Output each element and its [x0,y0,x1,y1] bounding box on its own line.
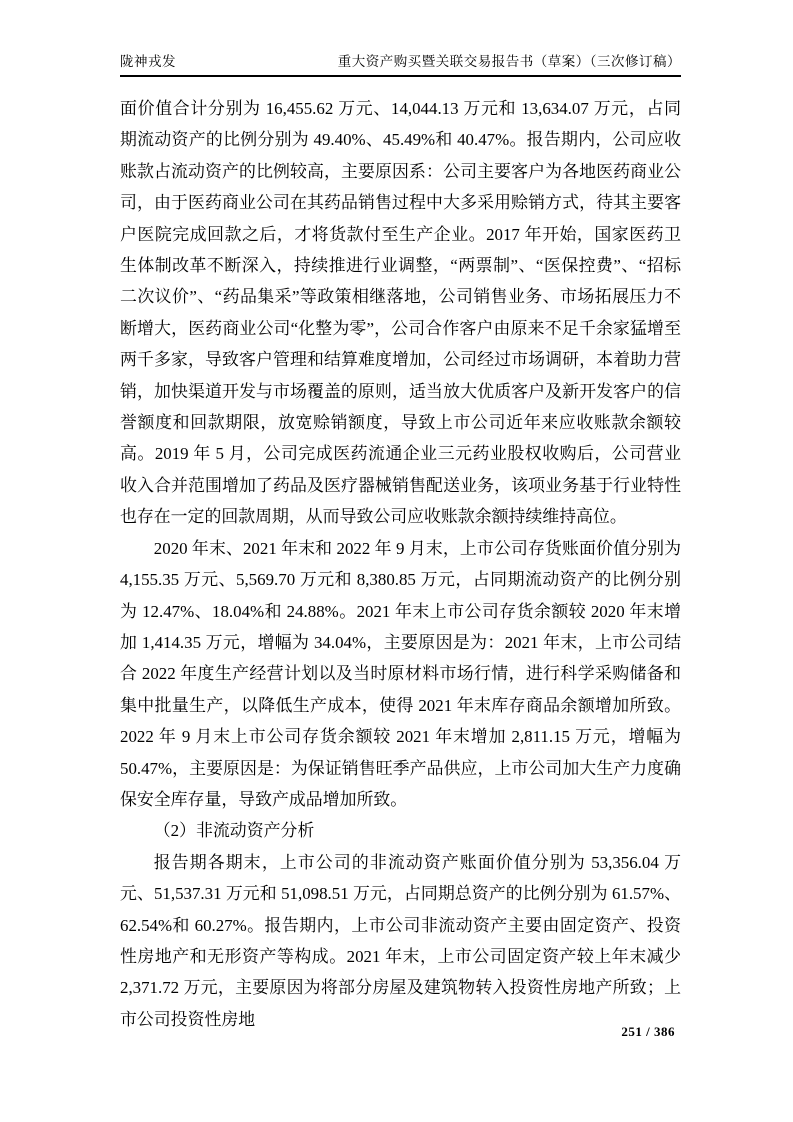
header-company-name: 陇神戎发 [120,54,176,69]
paragraph-inventory: 2020 年末、2021 年末和 2022 年 9 月末，上市公司存货账面价值分别为 4,155.35 万元、5,569.70 万元和 8,380.85 万元，占同期流动资产的比例分别为 12.47%、18.04%和 24.88%。2021 年末上市公司存货余额较 2020 年末增加 1,414.35 万元，增幅为 34.04%，主要原因是为：2021 年末，上市公司结合 2022 年度生产经营计划以及当时原材料市场行情，进行科学采购储备和集中批量生产，以降低生产成本，使得 2021 年末库存商品余额增加所致。2022 年 9 月末上市公司存货余额较 2021 年末增加 2,811.15 万元，增幅为 50.47%，主要原因是：为保证销售旺季产品供应，上市公司加大生产力度确保安全库存量，导致产成品增加所致。 [120,538,681,809]
page-number: 251 / 386 [621,1024,675,1039]
page-header [120,50,681,77]
paragraph-noncurrent-assets: 报告期各期末，上市公司的非流动资产账面价值分别为 53,356.04 万元、51,537.31 万元和 51,098.51 万元，占同期总资产的比例分别为 61.57%、62.54%和 60.27%。报告期内，上市公司非流动资产主要由固定资产、投资性房地产和无形资产等构成。2021 年末，上市公司固定资产较上年末减少 2,371.72 万元，主要原因为将部分房屋及建筑物转入投资性房地产所致；上市公司投资性房地 [120,852,681,1029]
header-report-title: 重大资产购买暨关联交易报告书（草案）（三次修订稿） [337,54,681,69]
section-heading-noncurrent-assets: （2）非流动资产分析 [153,821,315,841]
document-body [120,93,681,1035]
paragraph-accounts-receivable: 面价值合计分别为 16,455.62 万元、14,044.13 万元和 13,634.07 万元，占同期流动资产的比例分别为 49.40%、45.49%和 40.47%。报告期内，公司应收账款占流动资产的比例较高，主要原因系：公司主要客户为各地医药商业公司，由于医药商业公司在其药品销售过程中大多采用赊销方式，待其主要客户医院完成回款之后，才将货款付至生产企业。2017 年开始，国家医药卫生体制改革不断深入，持续推进行业调整，“两票制”、“医保控费”、“招标二次议价”、“药品集采”等政策相继落地，公司销售业务、市场拓展压力不断增大，医药商业公司“化整为零”，公司合作客户由原来不足千余家猛增至两千多家，导致客户管理和结算难度增加，公司经过市场调研，本着助力营销，加快渠道开发与市场覆盖的原则，适当放大优质客户及新开发客户的信誉额度和回款期限，放宽赊销额度，导致上市公司近年来应收账款余额较高。2019 年 5 月，公司完成医药流通企业三元药业股权收购后，公司营业收入合并范围增加了药品及医疗器械销售配送业务，该项业务基于行业特性也存在一定的回款周期，从而导致公司应收账款余额持续维持高位。 [120,99,681,527]
